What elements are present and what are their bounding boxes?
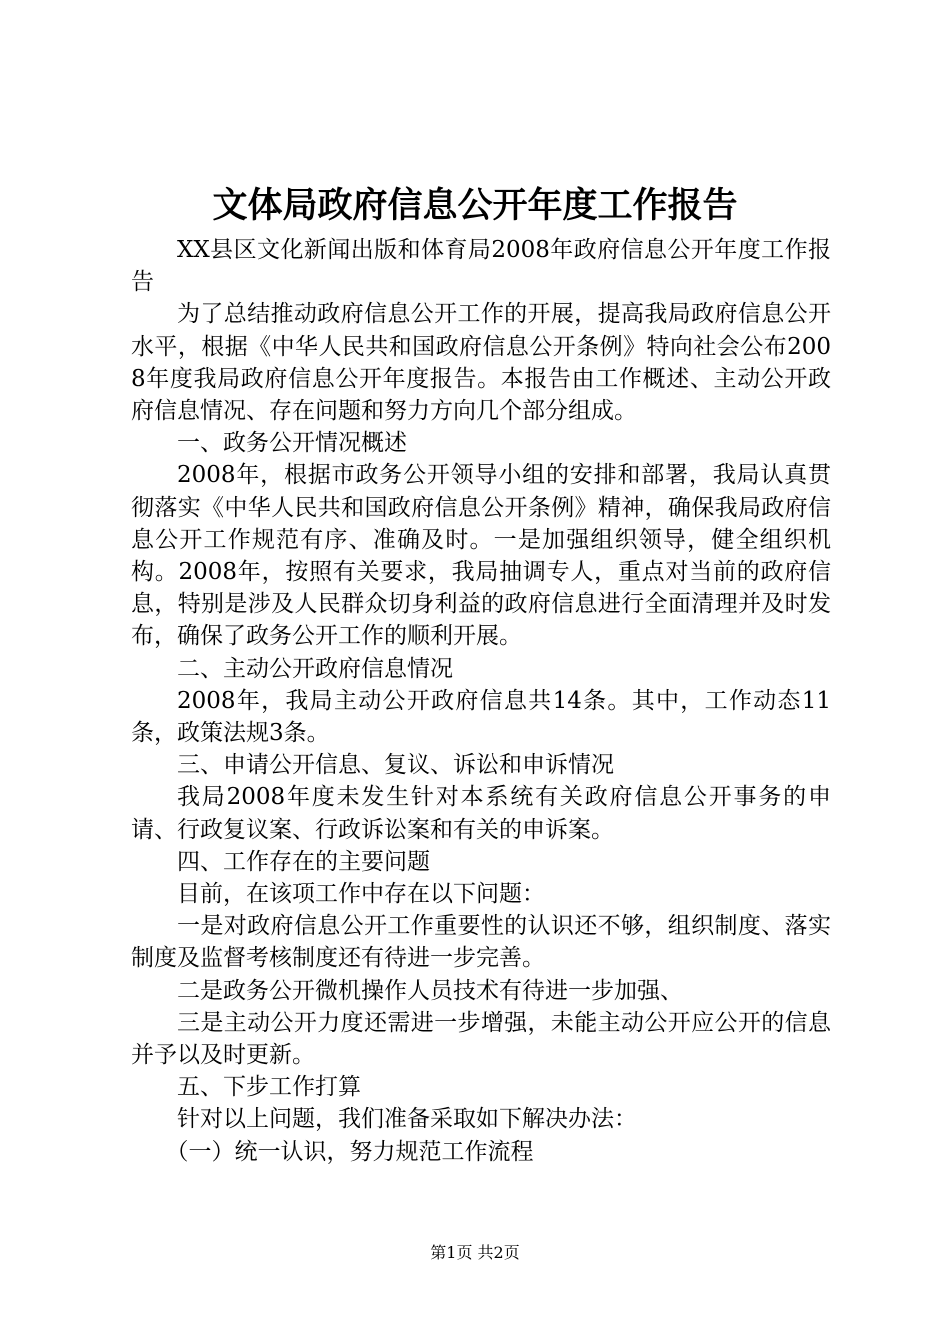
paragraph-problem-2: 二是政务公开微机操作人员技术有待进一步加强、 (177, 977, 683, 1004)
section-heading-3: 三、申请公开信息、复议、诉讼和申诉情况 (177, 752, 614, 779)
page-number-footer: 第1页 共2页 (430, 1243, 520, 1262)
document-body (131, 234, 831, 1168)
section-heading-1: 一、政务公开情况概述 (177, 430, 407, 457)
document-title: 文体局政府信息公开年度工作报告 (212, 185, 738, 226)
section-heading-4: 四、工作存在的主要问题 (177, 848, 430, 875)
paragraph-overview: 2008年，根据市政务公开领导小组的安排和部署，我局认真贯彻落实《中华人民共和国政府信息公开条例》精神，确保我局政府信息公开工作规范有序、准确及时。一是加强组织领导，健全组织机构。2008年，按照有关要求，我局抽调专人，重点对当前的政府信息，特别是涉及人民群众切身利益的政府信息进行全面清理并及时发布，确保了政务公开工作的顺利开展。 (131, 462, 831, 650)
paragraph-problems-intro: 目前，在该项工作中存在以下问题： (177, 881, 545, 908)
paragraph-requests: 我局2008年度未发生针对本系统有关政府信息公开事务的申请、行政复议案、行政诉讼案和有关的申诉案。 (131, 784, 831, 843)
paragraph-problem-1: 一是对政府信息公开工作重要性的认识还不够，组织制度、落实制度及监督考核制度还有待进一步完善。 (131, 913, 831, 972)
section-heading-5: 五、下步工作打算 (177, 1074, 361, 1101)
paragraph-intro: 为了总结推动政府信息公开工作的开展，提高我局政府信息公开水平，根据《中华人民共和国政府信息公开条例》特向社会公布2008年度我局政府信息公开年度报告。本报告由工作概述、主动公开政府信息情况、存在问题和努力方向几个部分组成。 (131, 301, 831, 425)
paragraph-problem-3: 三是主动公开力度还需进一步增强，未能主动公开应公开的信息并予以及时更新。 (131, 1009, 831, 1069)
paragraph-plans-intro: 针对以上问题，我们准备采取如下解决办法： (177, 1106, 637, 1133)
paragraph-subtitle: XX县区文化新闻出版和体育局2008年政府信息公开年度工作报告 (131, 237, 831, 296)
section-heading-2: 二、主动公开政府信息情况 (177, 655, 453, 682)
paragraph-active-disclosure: 2008年，我局主动公开政府信息共14条。其中，工作动态11条，政策法规3条。 (131, 687, 831, 747)
paragraph-plan-1: （一）统一认识，努力规范工作流程 (165, 1138, 534, 1165)
